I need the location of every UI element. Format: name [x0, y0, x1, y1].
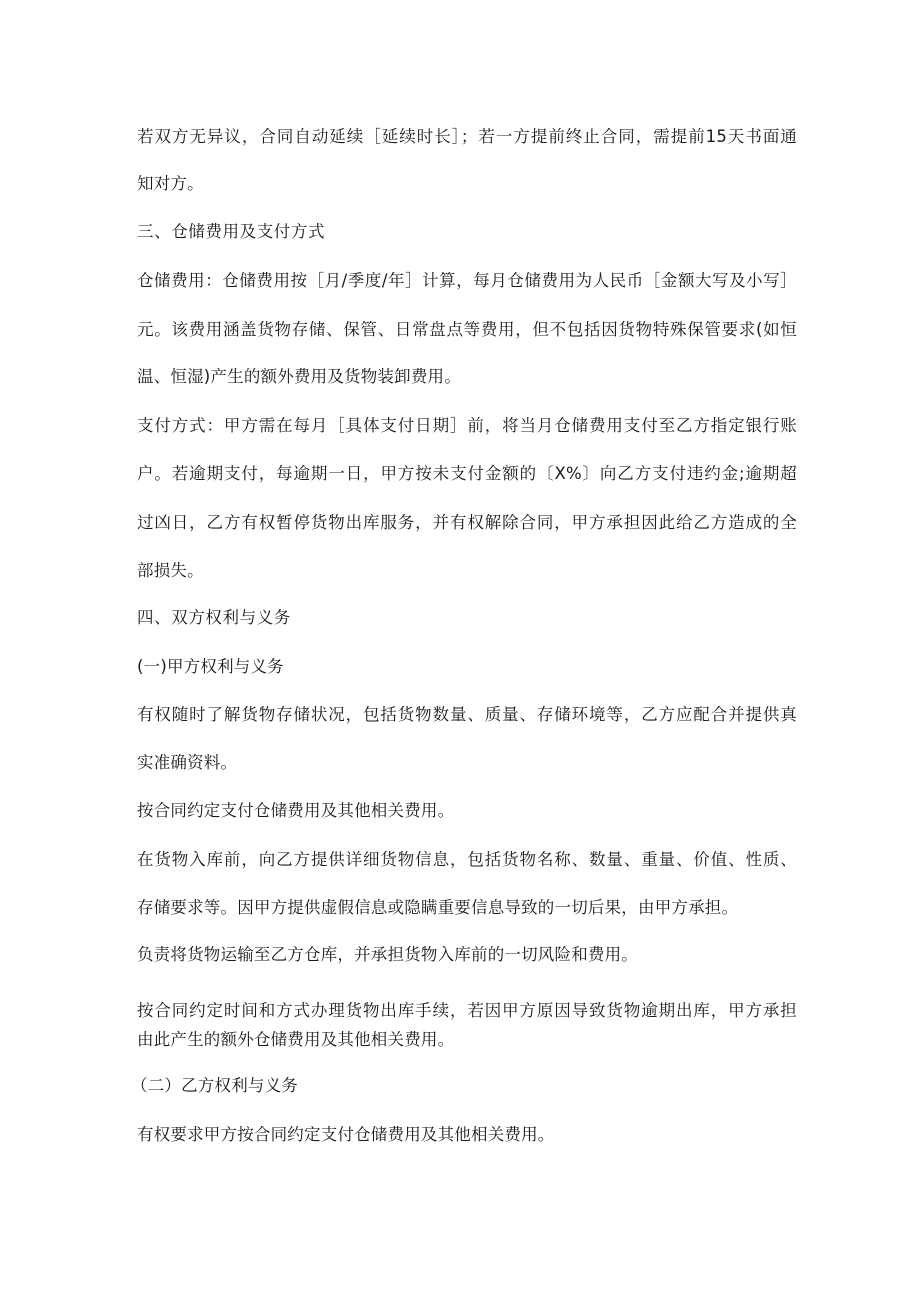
paragraph-line: 部损失。	[137, 561, 204, 580]
paragraph-line: 仓储费用：仓储费用按［月/季度/年］计算，每月仓储费用为人民币［金额大写及小写］	[137, 271, 797, 290]
paragraph-line: 实准确资料。	[137, 753, 238, 772]
paragraph-line: 由此产生的额外仓储费用及其他相关费用。	[137, 1030, 455, 1049]
paragraph-line: 若双方无异议，合同自动延续［延续时长］；若一方提前终止合同，需提前15天书面通	[137, 127, 797, 146]
paragraph-line: 在货物入库前，向乙方提供详细货物信息，包括货物名称、数量、重量、价值、性质、	[137, 850, 797, 869]
paragraph-line: 有权要求甲方按合同约定支付仓储费用及其他相关费用。	[137, 1125, 555, 1144]
section-heading: 三、仓储费用及支付方式	[137, 222, 326, 241]
paragraph-line: 过凶日，乙方有权暂停货物出库服务，并有权解除合同，甲方承担因此给乙方造成的全	[137, 513, 797, 532]
paragraph-line: 支付方式：甲方需在每月［具体支付日期］前，将当月仓储费用支付至乙方指定银行账	[137, 416, 797, 435]
paragraph-line: 按合同约定支付仓储费用及其他相关费用。	[137, 801, 455, 820]
paragraph-line: 元。该费用涵盖货物存储、保管、日常盘点等费用，但不包括因货物特殊保管要求(如恒	[137, 320, 797, 339]
paragraph-line: 知对方。	[137, 174, 204, 193]
paragraph-line: 温、恒湿)产生的额外费用及货物装卸费用。	[137, 367, 461, 386]
paragraph-line: 户。若逾期支付，每逾期一日，甲方按未支付金额的〔X%〕向乙方支付违约金;逾期超	[137, 464, 797, 483]
paragraph-line: 存储要求等。因甲方提供虚假信息或隐瞒重要信息导致的一切后果，由甲方承担。	[137, 898, 739, 917]
paragraph-line: 负责将货物运输至乙方仓库，并承担货物入库前的一切风险和费用。	[137, 945, 638, 964]
paragraph-line: 按合同约定时间和方式办理货物出库手续，若因甲方原因导致货物逾期出库，甲方承担	[137, 1001, 797, 1020]
section-heading: 四、双方权利与义务	[137, 608, 291, 627]
subsection-heading: （二）乙方权利与义务	[131, 1076, 298, 1095]
paragraph-line: 有权随时了解货物存储状况，包括货物数量、质量、存储环境等，乙方应配合并提供真	[137, 705, 797, 724]
subsection-heading: (一)甲方权利与义务	[137, 657, 284, 676]
